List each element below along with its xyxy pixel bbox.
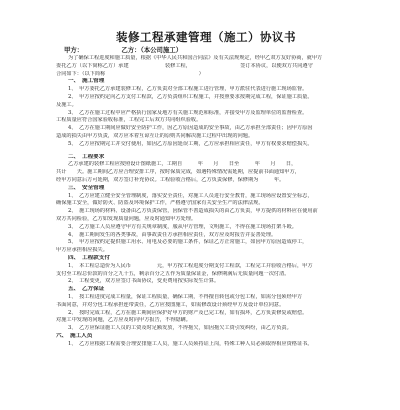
body-line: 经甲方同意后方可延期，双方签订补充协议。工程验收合格后，乙方负责保修，保修期为 年。 xyxy=(56,176,285,183)
body-line: 四、 工程款支付 xyxy=(68,254,110,261)
party-a-label: 甲方： xyxy=(64,46,84,54)
body-line: 及施工。 xyxy=(56,101,77,108)
body-line: 1、 乙方应建立健全安全管理制度，落实安全责任，对施工人员进行安全教育，施工现场应设置安全标志， xyxy=(68,192,313,199)
body-line: 一、 施工管理 xyxy=(68,78,105,85)
body-line: 确保施工安全，做好防火、防盗及环境保护工作，严格遵守国家有关安全生产的法律法规。 xyxy=(56,200,264,207)
document-body xyxy=(56,55,356,348)
body-line: 为了确保工程进度和施工质量，根据《中华人民共和国合同法》及有关法规规定，经甲乙双方友好协商，就甲方 xyxy=(68,55,323,61)
body-line: 2、 工程变更，双方应签订书面协议，变更费用按实际发生计算。 xyxy=(68,278,220,285)
body-line: 双方共同检验，乙方如发现质量问题，应及时通知甲方处理。 xyxy=(56,215,197,222)
document-page xyxy=(56,30,356,400)
body-line: 二、 工程要求 xyxy=(68,153,105,160)
body-line: 3、 乙方在施工过程中应严格执行国家及地方有关施工规范和标准，并接受甲方及监理单位的监督检查。 xyxy=(68,109,308,116)
body-line: 2、 按时完成工程，乙方在施工期间应保护好甲方的财产及已完工程，如有损坏，乙方负责修复或赔偿。 xyxy=(68,309,308,316)
body-line: 2、 甲方应按约定向乙方支付工程款，乙方负责组织工程施工，并按照要求按期完成工程，保证施工质量。 xyxy=(68,93,313,100)
body-line: 5、 甲方应按约定提供施工用水、用电及必要的施工条件，保证乙方正常施工，如因甲方原因造成停工， xyxy=(68,239,308,246)
body-line: 1、 按工程进度完成工程量，保证工程质量，确保工期，不得擅自转包或分包工程，如需分包须经甲方 xyxy=(68,293,303,300)
body-line: 合同如下：（以下简称 ） xyxy=(56,70,204,77)
body-line: 六、 施工人员 xyxy=(56,332,93,339)
document-title: 装修工程承建管理（施工）协议书 xyxy=(116,30,296,44)
body-line: 2、 施工现场的材料、设备由乙方负责保管，因保管不善造成损失的由乙方负责，甲方提供的材料应在使用前 xyxy=(68,208,318,215)
party-b-label: 乙方：（本公司施工） xyxy=(121,46,183,54)
body-line: 4、 乙方在施工期间应做好安全防护工作，因乙方原因造成的安全事故，由乙方承担全部责任；因甲方原因 xyxy=(68,125,313,132)
body-line: 乙方承建的装修工程应按照设计图纸施工，工期自 年 月 日至 年 月 日， xyxy=(68,161,297,168)
body-line: 5、 乙方应按期完工并交付使用，如因乙方原因延误工期，乙方应承担相应责任，甲方有权要求赔偿损失。 xyxy=(68,140,313,147)
body-line: 1、 本工程总造价为人民币 元，甲方按工程进度分期支付工程款，工程完工并验收合格后，甲方 xyxy=(68,262,313,269)
body-line: 3、 乙方应保证施工人员的工资及时足额发放，不得拖欠，如因拖欠工资引发纠纷，由乙方负责。 xyxy=(68,325,292,332)
body-line: 共计 天。施工期间乙方应合理安排工序，按时保质完成，如遇特殊情况需延期，应提前书面通知甲方， xyxy=(56,169,300,176)
body-line: 支付至工程总价款的百分之九十五，剩余百分之五作为质量保证金，保修期满后无质量问题一次付清。 xyxy=(56,270,290,277)
parties-line xyxy=(56,45,356,55)
body-line: 委托乙方（以下简称乙方）承建 装修工程， 签订本协议，以便双方共同遵守 xyxy=(56,62,313,69)
body-line: 1、 乙方应根据工程需要合理安排施工人员，施工人员须持证上岗，特殊工种人员必须取得相应资格证书。 xyxy=(68,340,313,347)
body-line: 造成的损失由甲方负责，双方应本着互谅互让的原则共同解决施工过程中出现的问题。 xyxy=(56,132,254,139)
body-line: 4、 施工期间发生的各类事故，由事故责任方承担相应责任，双方应及时报告并妥善处理。 xyxy=(68,231,277,238)
body-line: 三、 安全管理 xyxy=(68,184,105,191)
body-line: 工程质量应符合国家验收标准，工程完工后双方共同组织验收。 xyxy=(56,117,202,124)
body-line: 书面同意，并对分包工程承担连带责任，乙方应按图施工，如需修改设计须经甲方及设计单位同意。 xyxy=(56,301,285,308)
body-line: 对施工中发现的问题，乙方应及时向甲方报告，不得隐瞒。 xyxy=(56,317,191,324)
body-line: 1、 甲方委托乙方承建装修工程，乙方负责对全部工程施工进行管理，甲方派驻代表进行施工现场监督。 xyxy=(68,86,308,93)
body-line: 五、 乙方保证 xyxy=(68,286,105,293)
body-line: 3、 乙方施工人员应遵守甲方有关规章制度，服从甲方管理，文明施工，不得在施工现场打架斗殴。 xyxy=(68,223,297,230)
body-line: 甲方应承担相应损失。 xyxy=(56,247,108,254)
